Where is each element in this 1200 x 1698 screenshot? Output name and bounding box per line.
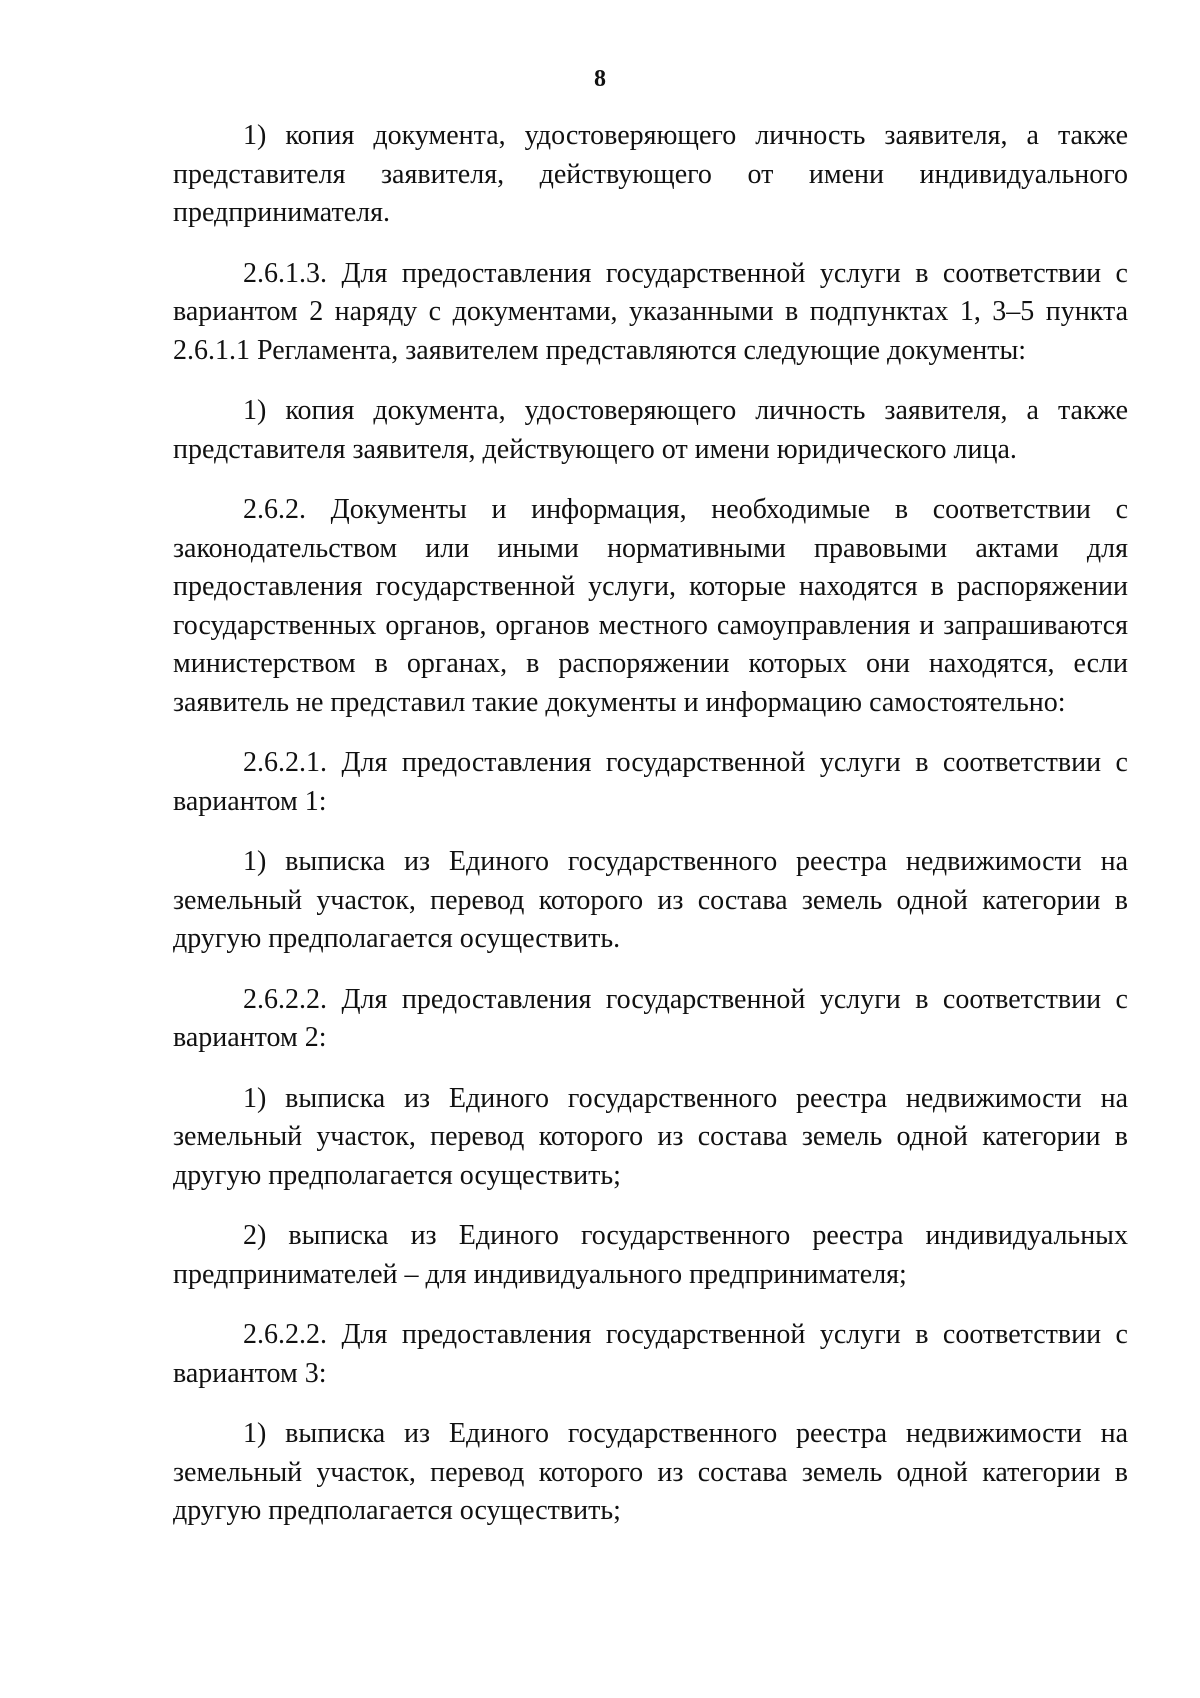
page-number: 8	[594, 66, 606, 92]
paragraph-egrip-extract: 2) выписка из Единого государственного реестра индивидуальных предпринимателей – для индивидуального предпринимателя;	[173, 1220, 1128, 1290]
paragraph-egrn-extract-variant-1: 1) выписка из Единого государственного реестра недвижимости на земельный участок, перевод которого из состава земель одной категории в другую предполагается осуществить.	[173, 846, 1128, 954]
paragraph-2-6-2-2-variant-2: 2.6.2.2. Для предоставления государственной услуги в соответствии с вариантом 2:	[173, 983, 1128, 1053]
paragraph-2-6-2-2-variant-3: 2.6.2.2. Для предоставления государственной услуги в соответствии с вариантом 3:	[173, 1319, 1128, 1389]
paragraph-egrn-extract-variant-2: 1) выписка из Единого государственного реестра недвижимости на земельный участок, перевод которого из состава земель одной категории в другую предполагается осуществить;	[173, 1082, 1128, 1191]
paragraph-2-6-2: 2.6.2. Документы и информация, необходимые в соответствии с законодательством или иными нормативными правовыми актами для предоставления государственной услуги, которые находятся в распоряжении государственных органов, органов местного самоуправления и запрашиваются министерством в органах, в распоряжении которых они находятся, если заявитель не представил такие документы и информацию самостоятельно:	[173, 494, 1128, 718]
document-body	[173, 117, 1128, 1553]
paragraph-copy-id-ip-representative: 1) копия документа, удостоверяющего личность заявителя, а также представителя заявителя, действующего от имени индивидуального предпринимателя.	[173, 120, 1128, 228]
paragraph-egrn-extract-variant-3: 1) выписка из Единого государственного реестра недвижимости на земельный участок, перевод которого из состава земель одной категории в другую предполагается осуществить;	[173, 1418, 1128, 1526]
paragraph-copy-id-legal-entity-representative: 1) копия документа, удостоверяющего личность заявителя, а также представителя заявителя, действующего от имени юридического лица.	[173, 395, 1128, 465]
paragraph-2-6-2-1: 2.6.2.1. Для предоставления государственной услуги в соответствии с вариантом 1:	[173, 747, 1128, 817]
paragraph-2-6-1-3: 2.6.1.3. Для предоставления государственной услуги в соответствии с вариантом 2 наряду с документами, указанными в подпунктах 1, 3–5 пункта 2.6.1.1 Регламента, заявителем представляются следующие документы:	[173, 257, 1128, 366]
